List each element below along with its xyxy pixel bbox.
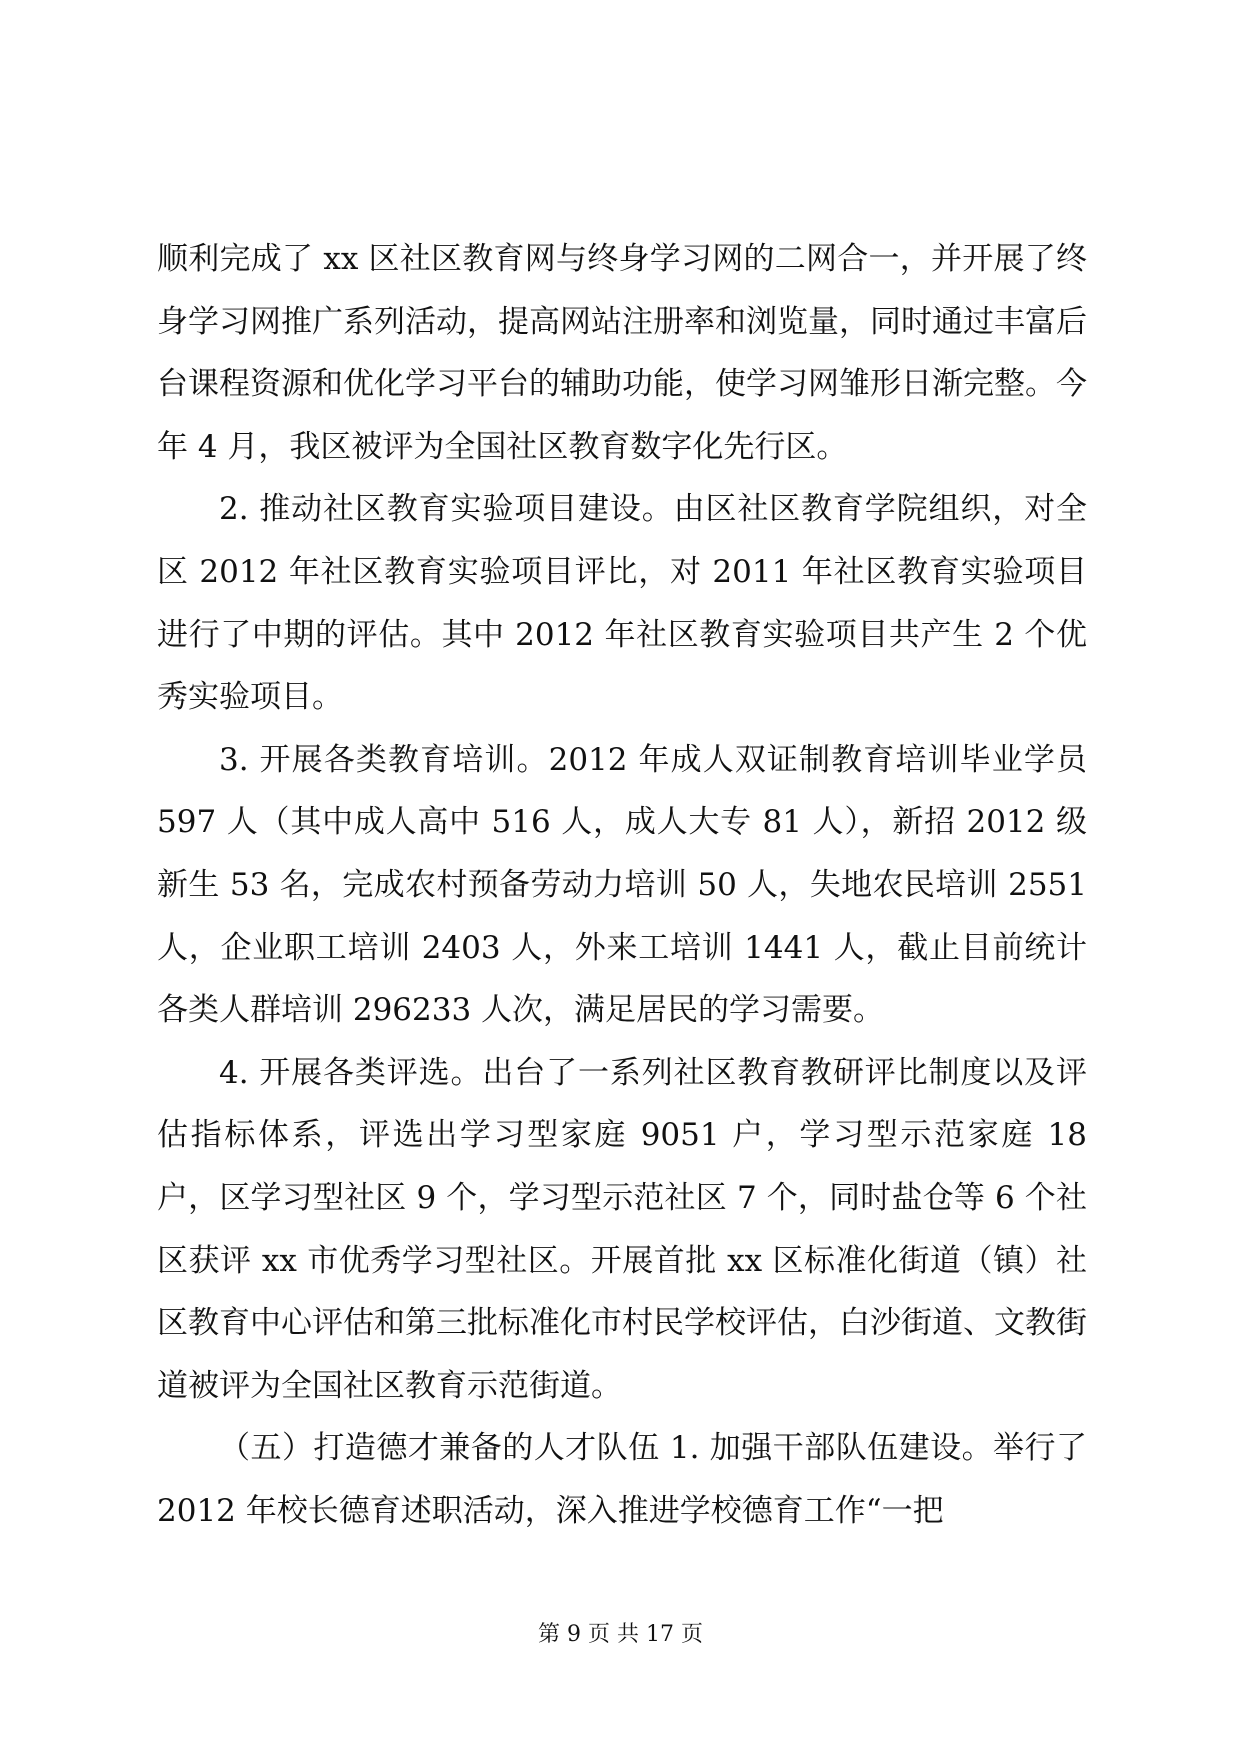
paragraph-2: 2. 推动社区教育实验项目建设。由区社区教育学院组织，对全区 2012 年社区教育实验项目评比，对 2011 年社区教育实验项目进行了中期的评估。其中 2012 年社区教育实验项目共产生 2 个优秀实验项目。: [157, 491, 1087, 716]
paragraph-1: 顺利完成了 xx 区社区教育网与终身学习网的二网合一，并开展了终身学习网推广系列活动，提高网站注册率和浏览量，同时通过丰富后台课程资源和优化学习平台的辅助功能，使学习网雏形日渐完整。今年 4 月，我区被评为全国社区教育数字化先行区。: [157, 241, 1087, 465]
paragraph-5: （五）打造德才兼备的人才队伍 1. 加强干部队伍建设。举行了 2012 年校长德育述职活动，深入推进学校德育工作“一把: [157, 1430, 1087, 1529]
paragraph-4: 4. 开展各类评选。出台了一系列社区教育教研评比制度以及评估指标体系，评选出学习型家庭 9051 户，学习型示范家庭 18 户，区学习型社区 9 个，学习型示范社区 7 个，同时盐仓等 6 个社区获评 xx 市优秀学习型社区。开展首批 xx 区标准化街道（镇）社区教育中心评估和第三批标准化市村民学校评估，白沙街道、文教街道被评为全国社区教育示范街道。: [157, 1054, 1087, 1404]
paragraph-3: 3. 开展各类教育培训。2012 年成人双证制教育培训毕业学员 597 人（其中成人高中 516 人，成人大专 81 人），新招 2012 级新生 53 名，完成农村预备劳动力培训 50 人，失地农民培训 2551 人，企业职工培训 2403 人，外来工培训 1441 人，截止目前统计各类人群培训 296233 人次，满足居民的学习需要。: [157, 741, 1087, 1029]
document-body: [157, 228, 1087, 1542]
page-number-footer: 第 9 页 共 17 页: [538, 1622, 703, 1647]
